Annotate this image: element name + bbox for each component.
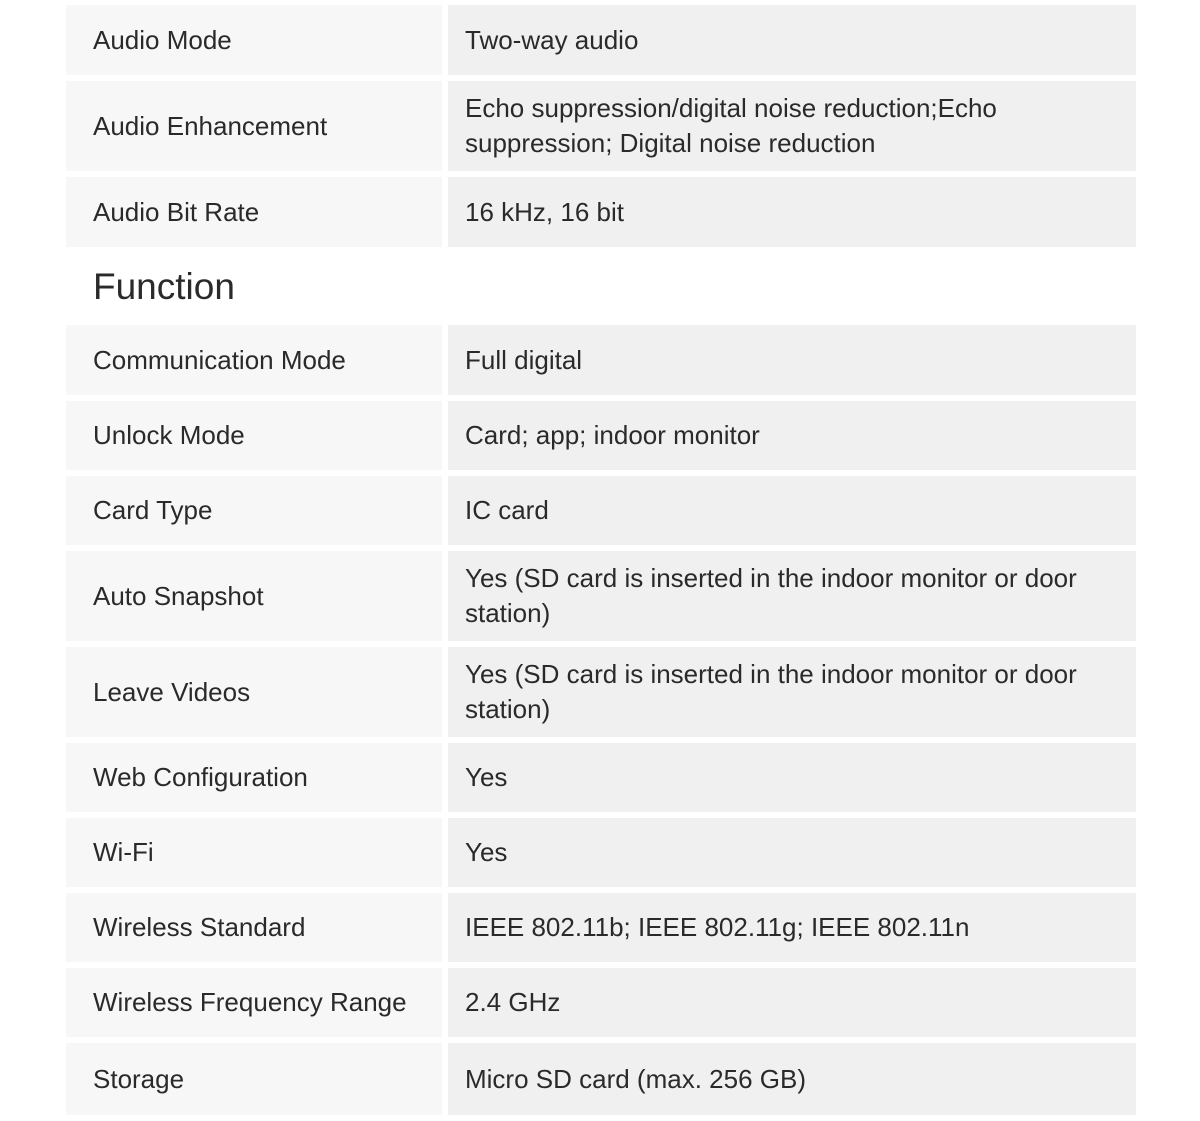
spec-row [66,1043,1136,1115]
spec-label: Wireless Frequency Range [66,968,442,1037]
spec-value: Yes (SD card is inserted in the indoor monitor or door station) [448,551,1136,641]
spec-row [66,968,1136,1037]
spec-value: 2.4 GHz [448,968,1136,1037]
spec-row [66,551,1136,641]
spec-value: Yes (SD card is inserted in the indoor monitor or door station) [448,647,1136,737]
spec-value: Yes [448,818,1136,887]
spec-row [66,81,1136,171]
spec-label: Communication Mode [66,325,442,395]
spec-label: Auto Snapshot [66,551,442,641]
spec-value: Echo suppression/digital noise reduction;Echo suppression; Digital noise reduction [448,81,1136,171]
spec-value: 16 kHz, 16 bit [448,177,1136,247]
spec-row [66,401,1136,470]
spec-table [66,5,1136,1121]
spec-label: Wi-Fi [66,818,442,887]
spec-label: Wireless Standard [66,893,442,962]
spec-value: Card; app; indoor monitor [448,401,1136,470]
spec-label: Leave Videos [66,647,442,737]
spec-label: Unlock Mode [66,401,442,470]
spec-value: IEEE 802.11b; IEEE 802.11g; IEEE 802.11n [448,893,1136,962]
spec-value: Full digital [448,325,1136,395]
spec-value: Micro SD card (max. 256 GB) [448,1043,1136,1115]
spec-value: Two-way audio [448,5,1136,75]
spec-label: Card Type [66,476,442,545]
spec-row [66,818,1136,887]
spec-row [66,743,1136,812]
spec-value: IC card [448,476,1136,545]
spec-label: Audio Enhancement [66,81,442,171]
spec-label: Audio Mode [66,5,442,75]
spec-row [66,893,1136,962]
spec-row [66,177,1136,247]
spec-row [66,5,1136,75]
spec-row [66,647,1136,737]
section-heading: Function [93,266,235,307]
spec-label: Web Configuration [66,743,442,812]
spec-row [66,476,1136,545]
spec-value: Yes [448,743,1136,812]
spec-label: Storage [66,1043,442,1115]
spec-label: Audio Bit Rate [66,177,442,247]
spec-row [66,325,1136,395]
